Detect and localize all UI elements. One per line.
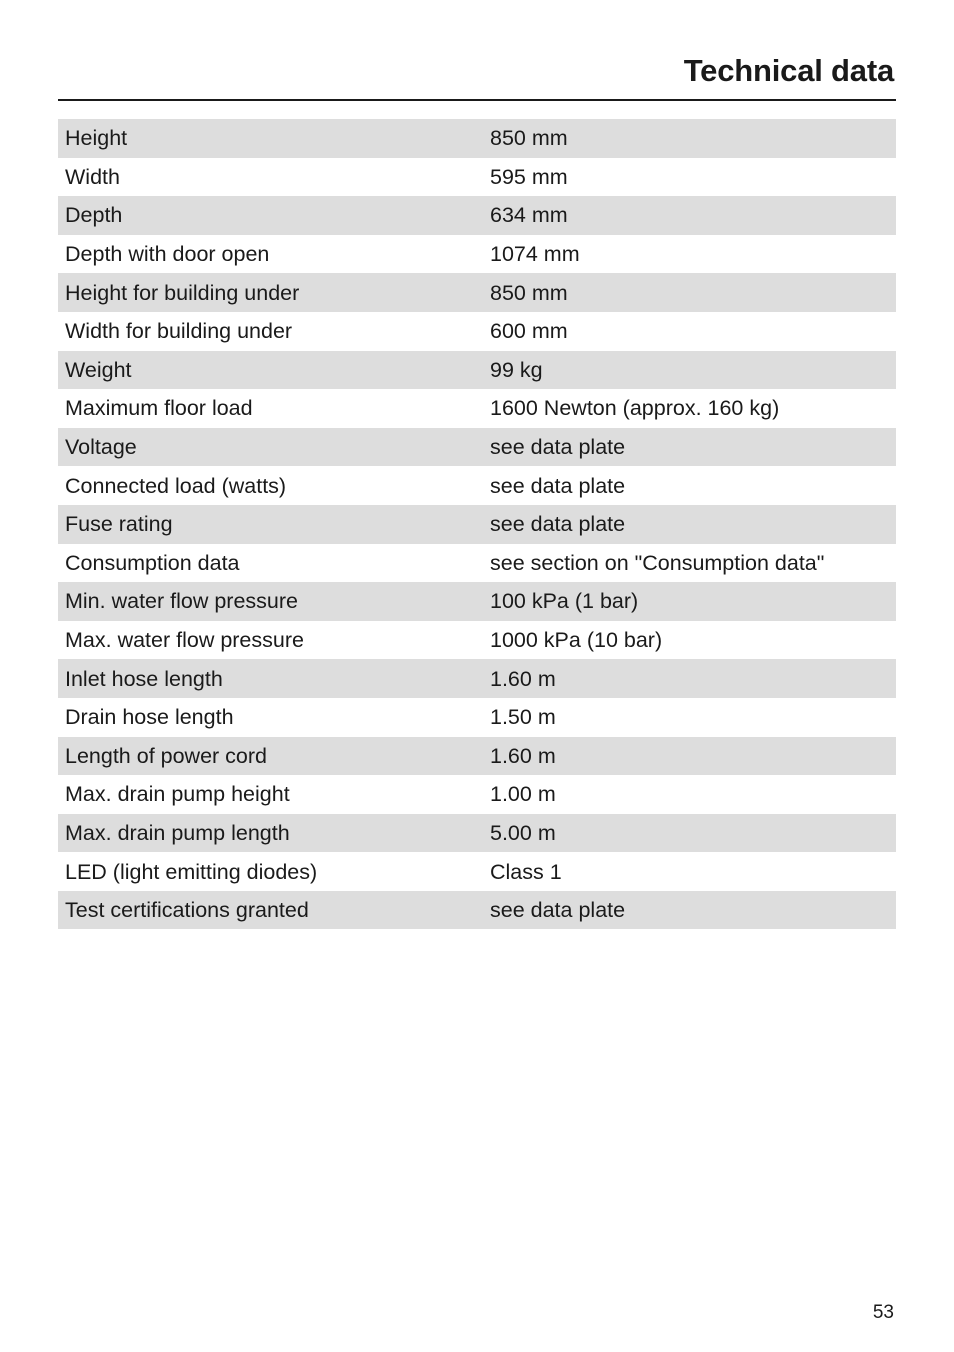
table-row: [58, 466, 896, 505]
spec-label: Max. water flow pressure: [58, 621, 484, 660]
spec-label: Depth with door open: [58, 235, 484, 274]
spec-label: Consumption data: [58, 544, 484, 583]
table-row: [58, 891, 896, 930]
spec-label: Height: [58, 119, 484, 158]
page-header: [58, 0, 896, 101]
spec-label: Fuse rating: [58, 505, 484, 544]
spec-value: 1.50 m: [484, 698, 896, 737]
table-row: [58, 351, 896, 390]
spec-label: Max. drain pump length: [58, 814, 484, 853]
spec-value: 5.00 m: [484, 814, 896, 853]
table-row: [58, 505, 896, 544]
spec-label: Connected load (watts): [58, 466, 484, 505]
page-title: Technical data: [683, 53, 894, 88]
spec-value: Class 1: [484, 852, 896, 891]
spec-value: 100 kPa (1 bar): [484, 582, 896, 621]
spec-value: 1000 kPa (10 bar): [484, 621, 896, 660]
table-row: [58, 312, 896, 351]
table-row: [58, 158, 896, 197]
spec-value: 1600 Newton (approx. 160 kg): [484, 389, 896, 428]
spec-value: see data plate: [484, 505, 896, 544]
table-row: [58, 737, 896, 776]
spec-label: Width for building under: [58, 312, 484, 351]
spec-value: 850 mm: [484, 273, 896, 312]
spec-value: 595 mm: [484, 158, 896, 197]
spec-label: Weight: [58, 351, 484, 390]
spec-value: see section on "Consumption data": [484, 544, 896, 583]
table-row: [58, 582, 896, 621]
table-row: [58, 659, 896, 698]
table-row: [58, 621, 896, 660]
spec-value: 1.00 m: [484, 775, 896, 814]
table-row: [58, 814, 896, 853]
spec-label: Height for building under: [58, 273, 484, 312]
spec-label: Inlet hose length: [58, 659, 484, 698]
spec-value: 1074 mm: [484, 235, 896, 274]
spec-label: Depth: [58, 196, 484, 235]
spec-label: Maximum floor load: [58, 389, 484, 428]
spec-label: Test certifications granted: [58, 891, 484, 930]
table-row: [58, 698, 896, 737]
spec-label: Max. drain pump height: [58, 775, 484, 814]
spec-value: 1.60 m: [484, 737, 896, 776]
spec-label: Min. water flow pressure: [58, 582, 484, 621]
table-row: [58, 428, 896, 467]
spec-label: Drain hose length: [58, 698, 484, 737]
spec-label: Voltage: [58, 428, 484, 467]
spec-label: Length of power cord: [58, 737, 484, 776]
technical-data-table: [58, 119, 896, 929]
page-number: 53: [872, 1302, 894, 1323]
spec-value: 634 mm: [484, 196, 896, 235]
spec-value: 1.60 m: [484, 659, 896, 698]
spec-value: see data plate: [484, 428, 896, 467]
spec-label: Width: [58, 158, 484, 197]
table-row: [58, 852, 896, 891]
spec-label: LED (light emitting diodes): [58, 852, 484, 891]
table-row: [58, 273, 896, 312]
spec-value: 99 kg: [484, 351, 896, 390]
spec-value: 850 mm: [484, 119, 896, 158]
spec-value: see data plate: [484, 466, 896, 505]
spec-value: 600 mm: [484, 312, 896, 351]
spec-value: see data plate: [484, 891, 896, 930]
table-row: [58, 389, 896, 428]
table-row: [58, 119, 896, 158]
table-row: [58, 775, 896, 814]
table-row: [58, 235, 896, 274]
table-row: [58, 196, 896, 235]
table-row: [58, 544, 896, 583]
